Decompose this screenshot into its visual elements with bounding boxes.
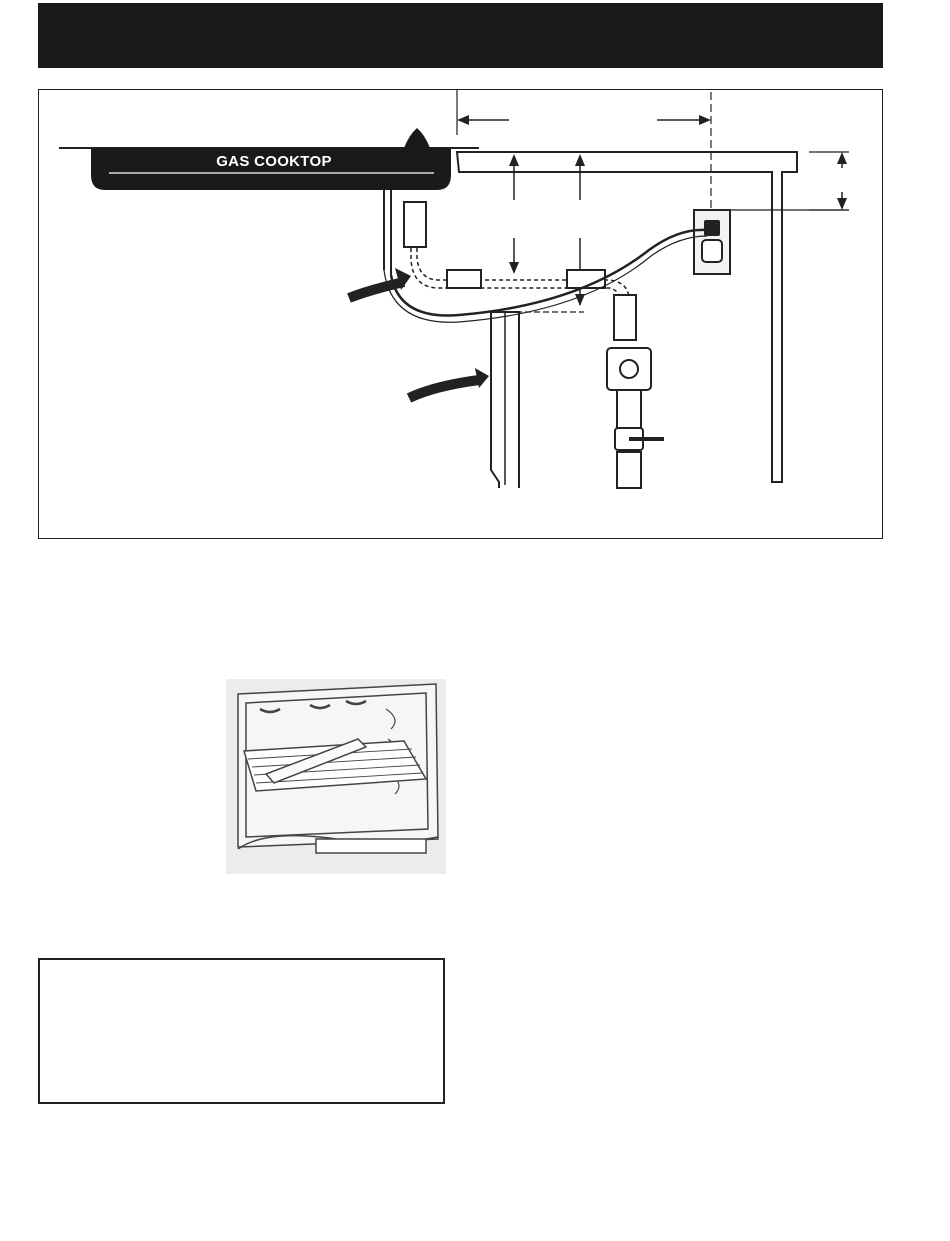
oven-drawing bbox=[226, 679, 446, 874]
pressure-regulator bbox=[607, 348, 651, 390]
oven-rack-illustration bbox=[226, 679, 446, 874]
note-box bbox=[38, 958, 445, 1104]
page-header-bar bbox=[38, 3, 883, 68]
installation-drawing bbox=[39, 90, 883, 539]
installation-diagram bbox=[38, 89, 883, 539]
burner-knob bbox=[404, 128, 430, 148]
cooktop-label: GAS COOKTOP bbox=[216, 153, 332, 170]
